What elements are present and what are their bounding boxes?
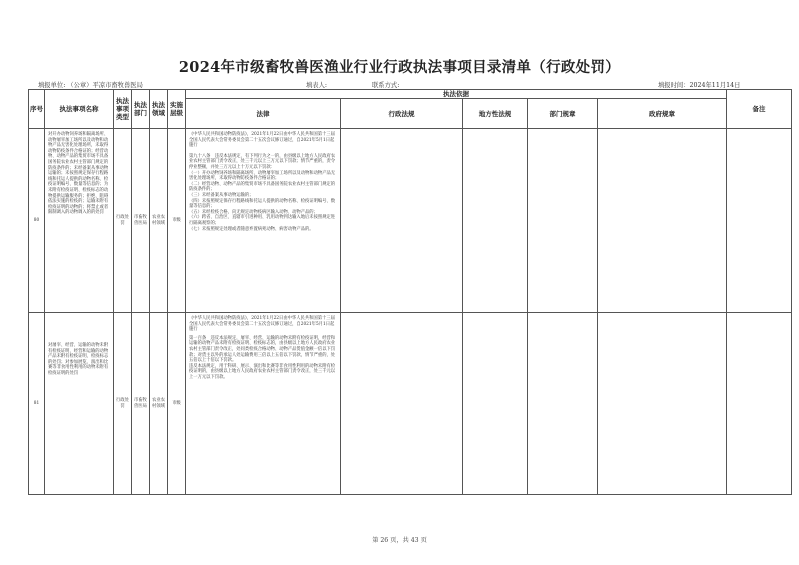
- contact-label: 联系方式:: [372, 82, 400, 89]
- row-local-reg: [463, 129, 528, 313]
- row-seq: 80: [29, 129, 45, 313]
- header-field: 执法领域: [150, 90, 168, 129]
- row-admin-reg: [341, 313, 463, 495]
- header-local-reg: 地方性法规: [463, 99, 528, 129]
- page-title: 2024年市级畜牧兽医渔业行业行政执法事项目录清单（行政处罚）: [178, 59, 621, 76]
- header-remark: 备注: [727, 90, 792, 129]
- row-type: 行政处罚: [114, 313, 132, 495]
- row-remark: [727, 313, 792, 495]
- header-law: 法律: [186, 99, 341, 129]
- row-remark: [727, 129, 792, 313]
- row-item-name: 对开办动物饲养场和隔离场所、动物屠宰加工场所以及动物和动物产品无害化处理场所，未取得动物防疫条件合格证的；经营动物、动物产品的集贸市场不具备国务院农业农村主管部门规定的防疫条件的；未经备案从事动物运输的；未按照规定保存行程路线和托运人提供的动物名称、检疫证明编号、数量等信息的；为未附有检疫证明、检疫标志的动物提供运输服务的；拒绝、阻碍依法实施的检疫的；运输未附有检疫证明的动物的；将禁止或者限制调入的动物调入的的处罚: [48, 132, 109, 216]
- enforcement-table: [28, 89, 792, 495]
- row-admin-reg: [341, 129, 463, 313]
- header-level: 实施层级: [168, 90, 186, 129]
- header-gov-rule: 政府规章: [598, 99, 727, 129]
- header-name: 执法事项名称: [45, 90, 114, 129]
- row-level: 市级: [168, 129, 186, 313]
- row-law-text: 《中华人民共和国动物防疫法》，2021年1月22日由中华人民共和国第十三届全国人民代表大会常务委员会第二十五次会议修订通过，自2021年5月1日起施行 第一百条 违反本法规定，屠宰、经营、运输的动物未附有检疫证明，经营和运输的动物产品未附有检疫证明、检疫标志的，由县级以上地方人民政府农业农村主管部门责令改正，处同类检疫合格动物、动物产品货值金额一倍以下罚款；对货主以外的承运人处运输费用三倍以上五倍以下罚款，情节严重的，处五倍以上十倍以下罚款。 违反本法规定，用于科研、展示、演出和比赛等非食用性利用的动物未附有检疫证明的，由县级以上地方人民政府农业农村主管部门责令改正，处三千元以上一万元以下罚款。: [189, 316, 336, 380]
- filler-label: 填表人:: [306, 82, 328, 89]
- row-type: 行政处罚: [114, 129, 132, 313]
- row-dept: 市畜牧兽医局: [132, 313, 150, 495]
- row-gov-rule: [598, 129, 727, 313]
- table-row: [29, 129, 792, 313]
- row-dept-rule: [528, 129, 598, 313]
- row-gov-rule: [598, 313, 727, 495]
- header-admin-reg: 行政法规: [341, 99, 463, 129]
- fill-unit: 填报单位: （公章）平凉市畜牧兽医局: [38, 82, 143, 89]
- table-row: [29, 313, 792, 495]
- header-type: 执法事项类型: [114, 90, 132, 129]
- row-dept-rule: [528, 313, 598, 495]
- row-dept: 市畜牧兽医局: [132, 129, 150, 313]
- header-basis: 执法依据: [186, 90, 727, 99]
- header-dept-rule: 部门规章: [528, 99, 598, 129]
- row-seq: 81: [29, 313, 45, 495]
- row-field: 农业农村领域: [150, 313, 168, 495]
- fill-date: 填报时间：2024年11月14日: [658, 82, 741, 89]
- row-law-text: 《中华人民共和国动物防疫法》，2021年1月22日由中华人民共和国第十三届全国人民代表大会常务委员会第二十五次会议修订通过，自2021年5月1日起施行 第九十八条 违反本法规定，有下列行为之一的，由县级以上地方人民政府农业农村主管部门责令改正，处三千元以上三万元以下罚款；情节严重的，责令停业整顿，并处三万元以上十万元以下罚款： （一）开办动物饲养场和隔离场所、动物屠宰加工场所以及动物和动物产品无害化处理场所，未取得动物防疫条件合格证的； （二）经营动物、动物产品的集贸市场不具备国务院农业农村主管部门规定的防疫条件的； （三）未经备案从事动物运输的； （四）未按照规定保存行程路线和托运人提供的动物名称、检疫证明编号、数量等信息的； （五）未经检疫合格，向无规定动物疫病区输入动物、动物产品的； （六）跨省、自治区、直辖市引进种用、乳用动物到达输入地后未按照规定进行隔离观察的； （七）未按照规定处理或者随意弃置病死动物、病害动物产品的。: [189, 132, 336, 232]
- row-item-name: 对屠宰、经营、运输的动物未附有检疫证明，经营和运输的动物产品未附有检疫证明、检疫标志的处罚；对参加展览、演出和比赛等非食用性利用的动物未附有检疫证明的处罚: [48, 343, 109, 376]
- header-seq: 序号: [29, 90, 45, 129]
- header-dept: 执法部门: [132, 90, 150, 129]
- row-local-reg: [463, 313, 528, 495]
- row-field: 农业农村领域: [150, 129, 168, 313]
- page-number: 第 26 页，共 43 页: [372, 537, 427, 544]
- row-level: 市级: [168, 313, 186, 495]
